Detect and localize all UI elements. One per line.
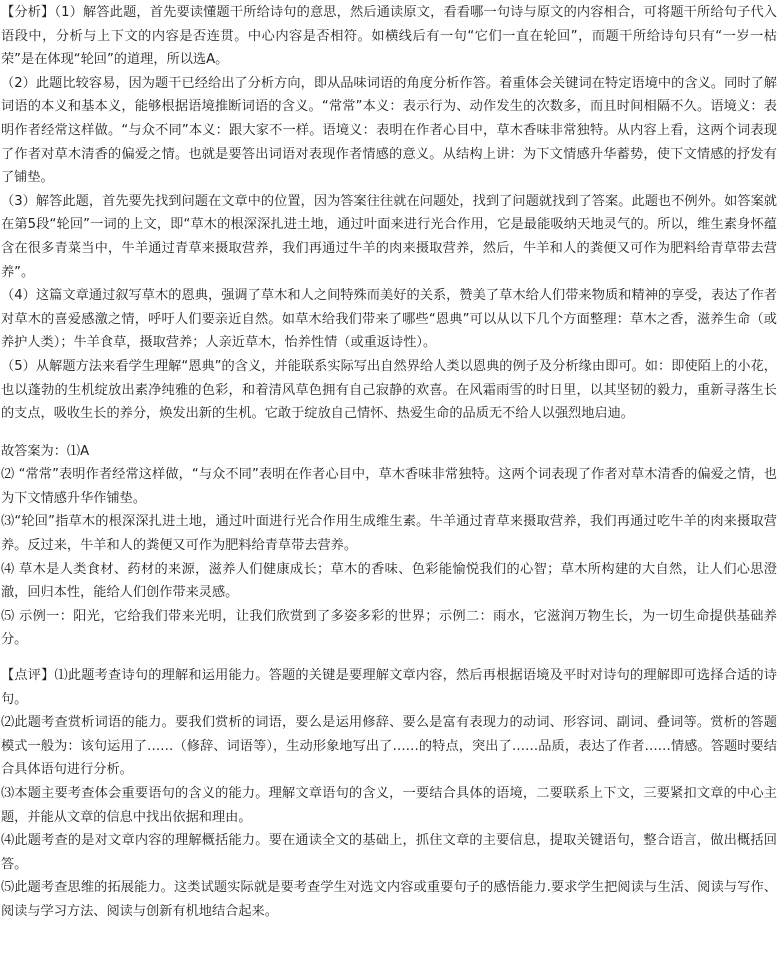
analysis-section [1,1,777,426]
answer-line-1: 故答案为：⑴A [1,443,90,459]
analysis-paragraph-5: （5）从解题方法来看学生理解“恩典”的含义，并能联系实际写出自然界给人类以恩典的例子及分析缘由即可。如：即使陌上的小花，也以蓬勃的生机绽放出素净纯雅的色彩，和着清风草色拥有自己寂静的欢喜。在风霜雨雪的时日里，以其坚韧的毅力，重新寻落生长的支点，吸收生长的养分，焕发出新的生机。它敢于绽放自己情怀、热爱生命的品质无不给人以强烈地启迪。 [1,358,777,422]
comment-paragraph-3: ⑶本题主要考查体会重要语句的含义的能力。理解文章语句的含义，一要结合具体的语境，二要联系上下文，三要紧扣文章的中心主题，并能从文章的信息中找出依据和理由。 [1,786,777,825]
answer-line-3: ⑶“轮回”指草木的根深深扎进土地，通过叶面进行光合作用生成维生素。牛羊通过青草来摄取营养，我们再通过吃牛羊的肉来摄取营养。反过来，牛羊和人的粪便又可作为肥料给青草带去营养。 [1,514,777,554]
answer-line-2: ⑵ “常常”表明作者经常这样做，“与众不同”表明在作者心目中，草木香味非常独特。这两个词表现了作者对草木清香的偏爱之情，也为下文情感升华作铺垫。 [1,467,777,506]
answer-line-5: ⑸ 示例一：阳光，它给我们带来光明，让我们欣赏到了多姿多彩的世界；示例二：雨水，它滋润万物生长，为一切生命提供基础养分。 [1,608,777,648]
comment-paragraph-4: ⑷此题考查的是对文章内容的理解概括能力。要在通读全文的基础上，抓住文章的主要信息，提取关键语句，整合语言，做出概括回答。 [1,833,777,872]
answers-section [1,440,777,652]
analysis-paragraph-1: 【分析】（1）解答此题，首先要读懂题干所给诗句的意思，然后通读原文，看看哪一句诗与原文的内容相合，可将题干所给句子代入语段中，分析与上下文的内容是否连贯。中心内容是否相符。如横线后有一句“它们一直在轮回”，而题干所给诗句只有“一岁一枯荣”是在体现“轮回”的道理，所以选A。 [1,5,777,68]
analysis-paragraph-4: （4）这篇文章通过叙写草木的恩典，强调了草木和人之间特殊而美好的关系，赞美了草木给人们带来物质和精神的享受，表达了作者对草木的喜爱感激之情，呼吁人们要亲近自然。如草木给我们带来了哪些“恩典”可以从以下几个方面整理：草木之香，滋养生命（或养护人类）；牛羊食草，摄取营养；人亲近草木，怡养性情（或重返诗性）。 [1,288,777,351]
comments-section [1,664,777,924]
comment-paragraph-1: 【点评】⑴此题考查诗句的理解和运用能力。答题的关键是要理解文章内容，然后再根据语境及平时对诗句的理解即可选择合适的诗句。 [1,668,777,707]
comment-paragraph-2: ⑵此题考查赏析词语的能力。要我们赏析的词语，要么是运用修辞、要么是富有表现力的动词、形容词、副词、叠词等。赏析的答题模式一般为：该句运用了……（修辞、词语等），生动形象地写出了……的特点，突出了……品质，表达了作者……情感。答题时要结合具体语句进行分析。 [1,715,777,778]
section-spacer [1,426,777,440]
analysis-paragraph-2: （2）此题比较容易，因为题干已经给出了分析方向，即从品味词语的角度分析作答。着重体会关键词在特定语境中的含义。同时了解词语的本义和基本义，能够根据语境推断词语的含义。“常常”本义：表示行为、动作发生的次数多，而且时间相隔不久。语境义：表明作者经常这样做。“与众不同”本义：跟大家不一样。语境义：表明在作者心目中，草木香味非常独特。从内容上看，这两个词表现了作者对草木清香的偏爱之情。也就是要答出词语对表现作者情感的意义。从结构上讲：为下文情感升华蓄势，使下文情感的抒发有了铺垫。 [1,75,777,186]
analysis-paragraph-3: （3）解答此题，首先要先找到问题在文章中的位置，因为答案往往就在问题处，找到了问题就找到了答案。此题也不例外。如答案就在第5段“轮回”一词的上文，即“草木的根深深扎进土地，通过叶面来进行光合作用，它是最能吸纳天地灵气的。所以，维生素身怀蕴含在很多青菜当中，牛羊通过青草来摄取营养，我们再通过牛羊的肉来摄取营养，然后，牛羊和人的粪便又可作为肥料给青草带去营养”。 [1,193,777,280]
answer-line-4: ⑷ 草木是人类食材、药材的来源，滋养人们健康成长；草木的香味、色彩能愉悦我们的心智；草木所构建的大自然，让人们心思澄澈，回归本性，能给人们创作带来灵感。 [1,561,777,601]
section-spacer [1,652,777,664]
comment-paragraph-5: ⑸此题考查思维的拓展能力。这类试题实际就是要考查学生对选文内容或重要句子的感悟能力.要求学生把阅读与生活、阅读与写作、阅读与学习方法、阅读与创新有机地结合起来。 [1,880,777,919]
